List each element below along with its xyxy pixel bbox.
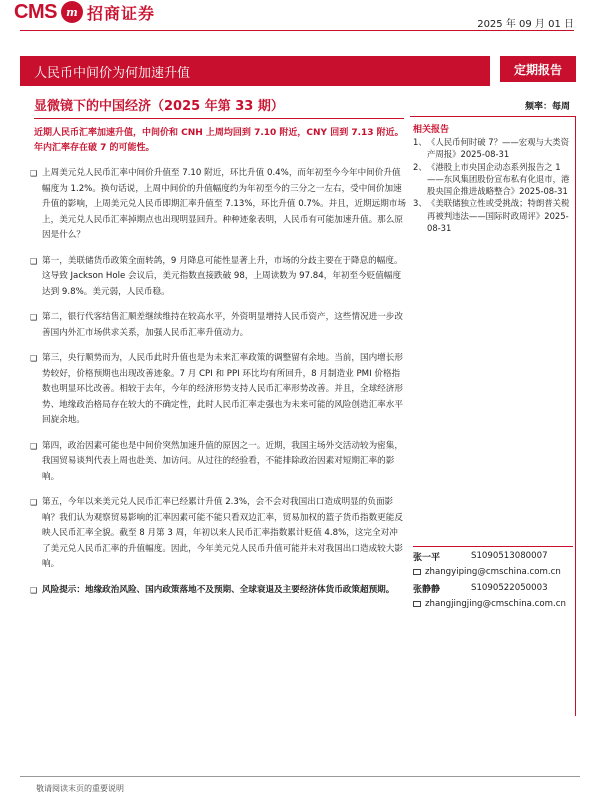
related-reports-list — [413, 136, 573, 234]
analyst-email-row — [413, 564, 573, 580]
related-report-item[interactable] — [413, 161, 573, 198]
bullet-text: 第五，今年以来美元兑人民币汇率已经累计升值 2.3%，会不会对我国出口造成明显的负面影响？我们认为观察贸易影响的汇率因素可能不能只看双边汇率，贸易加权的篮子货币指数更能反映人民币汇率全貌。截至 8 月第 3 周，年初以来人民币汇率指数累计贬值 4.8%，这完全对冲了美元兑人民币汇率的升值幅度。因此，今年美元兑人民币升值可能并未对我国出口造成较大影响。 — [42, 497, 403, 569]
related-report-num: 3、 — [413, 198, 427, 209]
analyst-email[interactable]: zhangjingjing@cmschina.com.cn — [425, 599, 566, 609]
bullet-text: 第一，美联储货币政策全面转鸽，9 月降息可能性显著上升，市场的分歧主要在于降息的幅度。这导致 Jackson Hole 会议后，美元指数直接跌破 98，上周读数为 97.84，年初至今贬值幅度达到 9.8%。美元弱，人民币稳。 — [42, 255, 403, 297]
checkbox-bullet-icon: ❑ — [30, 354, 38, 363]
related-report-num: 1、 — [413, 137, 427, 147]
risk-warning — [30, 583, 406, 599]
related-reports-title: 相关报告 — [413, 125, 450, 135]
related-report-num: 2、 — [413, 161, 427, 172]
bullet-text: 上周美元兑人民币汇率中间价升值至 7.10 附近，环比升值 0.4%，而年初至今今年中间价升值幅度为 1.2%。换句话说，上周中间价的升值幅度约为年初至今的三分之一左右，受中间价加速升值的影响，上周美元兑人民币即期汇率升值至 7.13%，环比升值 0.7%。并且，近期远期市场上，美元兑人民币汇率掉期点也出现明显回升。种种迹象表明，人民币有可能加速升值。那么原因是什么？ — [42, 168, 406, 240]
company-logo — [14, 0, 155, 24]
bullet-item — [30, 310, 406, 341]
checkbox-bullet-icon: ❑ — [30, 169, 38, 178]
bullet-item — [30, 166, 406, 244]
bullet-text: 第二，银行代客结售汇顺差继续维持在较高水平，外资明显增持人民币资产，这些情况进一步改善国内外汇市场供求关系，加强人民币汇率升值动力。 — [42, 312, 403, 338]
logo-badge-icon: m — [61, 1, 83, 23]
analyst-block — [413, 548, 573, 612]
bullet-item — [30, 351, 406, 429]
analyst-row — [413, 548, 573, 564]
logo-cn: 招商证券 — [86, 3, 155, 23]
report-type-label: 定期报告 — [513, 62, 562, 77]
report-date: 2025 年 09 月 01 日 — [477, 19, 574, 30]
analyst-divider — [413, 546, 573, 547]
frequency: 频率：每周 — [524, 102, 570, 112]
divider-left — [34, 118, 404, 119]
checkbox-bullet-icon: ❑ — [30, 585, 38, 595]
sidebar-border — [575, 116, 576, 716]
related-report-link[interactable]: 《美联储独立性或受挑战；特朗普关税再被判违法——国际时政周评》2025-08-31 — [427, 198, 570, 234]
related-report-item[interactable] — [413, 136, 573, 161]
header-divider — [20, 30, 574, 31]
summary: 近期人民币汇率加速升值，中间价和 CNH 上周均回到 7.10 附近，CNY 回到 7.13 附近。年内汇率存在破 7 的可能性。 — [34, 128, 404, 153]
bullet-text: 第三，央行顺势而为，人民币此时升值也是为未来汇率政策的调整留有余地。当前，国内增长形势较好，价格预期也出现改善迹象。7 月 CPI 和 PPI 环比均有所回升，8 月制造业 PMI 价格指数也明显环比改善。相较于去年，今年的经济形势支持人民币汇率形势改善。并且，全球经济形势、地缘政治格局存在较大的不确定性，此时人民币汇率走强也为未来可能的风险创造汇率水平回旋余地。 — [42, 353, 403, 425]
divider-right — [410, 116, 576, 117]
bullet-item — [30, 495, 406, 573]
analyst-name: 张一平 — [413, 552, 441, 563]
related-report-link[interactable]: 《人民币何时破 7？——宏观与大类资产周报》2025-08-31 — [427, 137, 569, 160]
analyst-email[interactable]: zhangyiping@cmschina.com.cn — [425, 567, 561, 577]
checkbox-bullet-icon: ❑ — [30, 441, 38, 451]
report-type-tag — [500, 56, 576, 82]
analyst-cert: S1090513080007 — [471, 551, 548, 561]
risk-text: 风险提示：地缘政治风险、国内政策落地不及预期、全球衰退及主要经济体货币政策超预期。 — [42, 584, 395, 595]
bullet-list — [30, 166, 406, 608]
analyst-row — [413, 580, 573, 596]
bullet-item — [30, 439, 406, 486]
mail-icon — [413, 601, 421, 607]
analyst-cert: S1090522050003 — [471, 583, 548, 593]
mail-icon — [413, 569, 421, 575]
footer-divider — [20, 776, 580, 777]
bullet-item — [30, 254, 406, 301]
footer-note: 敬请阅读末页的重要说明 — [36, 784, 124, 793]
report-title: 人民币中间价为何加速升值 — [34, 65, 191, 81]
analyst-email-row — [413, 596, 573, 612]
checkbox-bullet-icon: ❑ — [30, 256, 38, 266]
logo-en: CMS — [14, 0, 57, 23]
report-subtitle: 显微镜下的中国经济（2025 年第 33 期） — [34, 99, 284, 114]
checkbox-bullet-icon: ❑ — [30, 498, 38, 507]
analyst-name: 张静静 — [413, 584, 441, 595]
checkbox-bullet-icon: ❑ — [30, 313, 38, 322]
bullet-text: 第四，政治因素可能也是中间价突然加速升值的原因之一。近期，我国主场外交活动较为密集，我国贸易谈判代表上周也赴美、加访问。从过往的经验看，不能排除政治因素对短期汇率的影响。 — [42, 440, 403, 482]
title-banner — [20, 56, 490, 86]
related-report-link[interactable]: 《港股上市央国企动态系列报告之 1——东风集团股份宣布私有化退市，港股央国企推进战略整合》2025-08-31 — [427, 161, 570, 197]
related-report-item[interactable] — [413, 197, 573, 234]
